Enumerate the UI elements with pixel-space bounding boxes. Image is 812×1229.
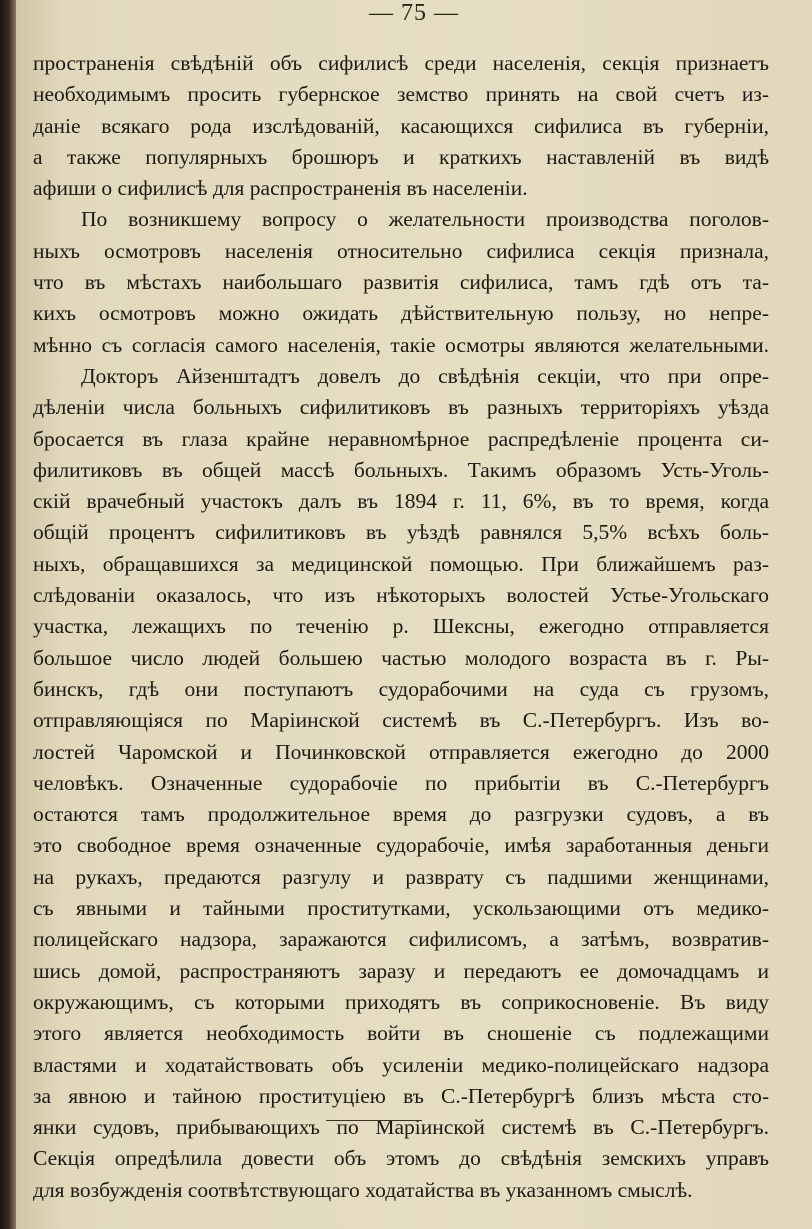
text-line: этого является необходимость войти въ сношеніе съ подлежащими — [33, 1021, 769, 1046]
text-line: человѣкъ. Означенные судорабочіе по прибытіи въ С.-Петербургъ — [33, 770, 769, 795]
text-line: филитиковъ въ общей массѣ больныхъ. Такимъ образомъ Усть-Уголь- — [33, 457, 769, 482]
text-line: участка, лежащихъ по теченію р. Шексны, ежегодно отправляется — [33, 614, 769, 639]
text-line: Докторъ Айзенштадтъ довелъ до свѣдѣнія секціи, что при опре- — [81, 363, 769, 388]
text-line: на рукахъ, предаются разгулу и разврату съ падшими женщинами, — [33, 864, 769, 889]
closing-divider-rule — [326, 1120, 422, 1121]
text-line: лостей Чаромской и Починковской отправляется ежегодно до 2000 — [33, 739, 769, 764]
text-line: Секція опредѣлила довести объ этомъ до свѣдѣнія земскихъ управъ — [33, 1146, 769, 1171]
text-line: слѣдованіи оказалось, что изъ нѣкоторыхъ волостей Устье-Угольскаго — [33, 583, 769, 608]
book-page — [16, 0, 812, 1229]
text-line: шись домой, распространяютъ заразу и передаютъ ее домочадцамъ и — [33, 958, 769, 983]
text-line: пространенія свѣдѣній объ сифилисѣ среди населенія, секція признаетъ — [33, 51, 769, 75]
text-line: остаются тамъ продолжительное время до разгрузки судовъ, а въ — [33, 802, 769, 827]
text-line: афиши о сифилисѣ для распространенія въ населеніи. — [33, 176, 528, 201]
text-line: скій врачебный участокъ далъ въ 1894 г. 11, 6%, въ то время, когда — [33, 489, 769, 514]
text-line: большое число людей большею частью молодого возраста въ г. Ры- — [33, 645, 769, 670]
text-line: дѣленіи числа больныхъ сифилитиковъ въ разныхъ территоріяхъ уѣзда — [33, 395, 769, 420]
text-line: ныхъ осмотровъ населенія относительно сифилиса секція признала, — [33, 238, 769, 263]
text-line: необходимымъ просить губернское земство принять на свой счетъ из- — [33, 82, 769, 107]
text-line: это свободное время означенные судорабочіе, имѣя заработанныя деньги — [33, 833, 769, 858]
text-line: властями и ходатайствовать объ усиленіи медико-полицейскаго надзора — [33, 1052, 769, 1077]
text-line: полицейскаго надзора, заражаются сифилисомъ, а затѣмъ, возвратив- — [33, 927, 769, 952]
page-number: — 75 — — [369, 0, 459, 26]
text-line: ныхъ, обращавшихся за медицинской помощью. При ближайшемъ раз- — [33, 551, 769, 576]
text-line: окружающимъ, съ которыми приходятъ въ соприкосновеніе. Въ виду — [33, 989, 769, 1014]
body-text — [33, 48, 769, 1206]
text-line: мѣнно съ согласія самого населенія, такіе осмотры являются желательными. — [33, 332, 769, 357]
text-line: отправляющіяся по Маріинской системѣ въ С.-Петербургъ. Изъ во- — [33, 708, 769, 733]
text-line: янки судовъ, прибывающихъ по Маріинской системѣ въ С.-Петербургъ. — [33, 1115, 769, 1140]
text-line: для возбужденія соотвѣтствующаго ходатайства въ указанномъ смыслѣ. — [33, 1177, 693, 1202]
text-line: общій процентъ сифилитиковъ въ уѣздѣ равнялся 5,5% всѣхъ боль- — [33, 520, 769, 545]
text-line: съ явными и тайными проститутками, ускользающими отъ медико- — [33, 896, 769, 921]
text-line: что въ мѣстахъ наибольшаго развитія сифилиса, тамъ гдѣ отъ та- — [33, 270, 769, 295]
text-line: бинскъ, гдѣ они поступаютъ судорабочими на суда съ грузомъ, — [33, 676, 769, 701]
text-line: По возникшему вопросу о желательности производства поголов- — [81, 207, 769, 232]
text-line: за явною и тайною проституціею въ С.-Петербургѣ близъ мѣста сто- — [33, 1083, 769, 1108]
text-line: а также популярныхъ брошюръ и краткихъ наставленій въ видѣ — [33, 144, 769, 169]
text-line: кихъ осмотровъ можно ожидать дѣйствительную пользу, но непре- — [33, 301, 769, 326]
text-line: даніе всякаго рода изслѣдованій, касающихся сифилиса въ губерніи, — [33, 113, 769, 138]
text-line: бросается въ глаза крайне неравномѣрное распредѣленіе процента си- — [33, 426, 769, 451]
book-binding-edge — [0, 0, 16, 1229]
